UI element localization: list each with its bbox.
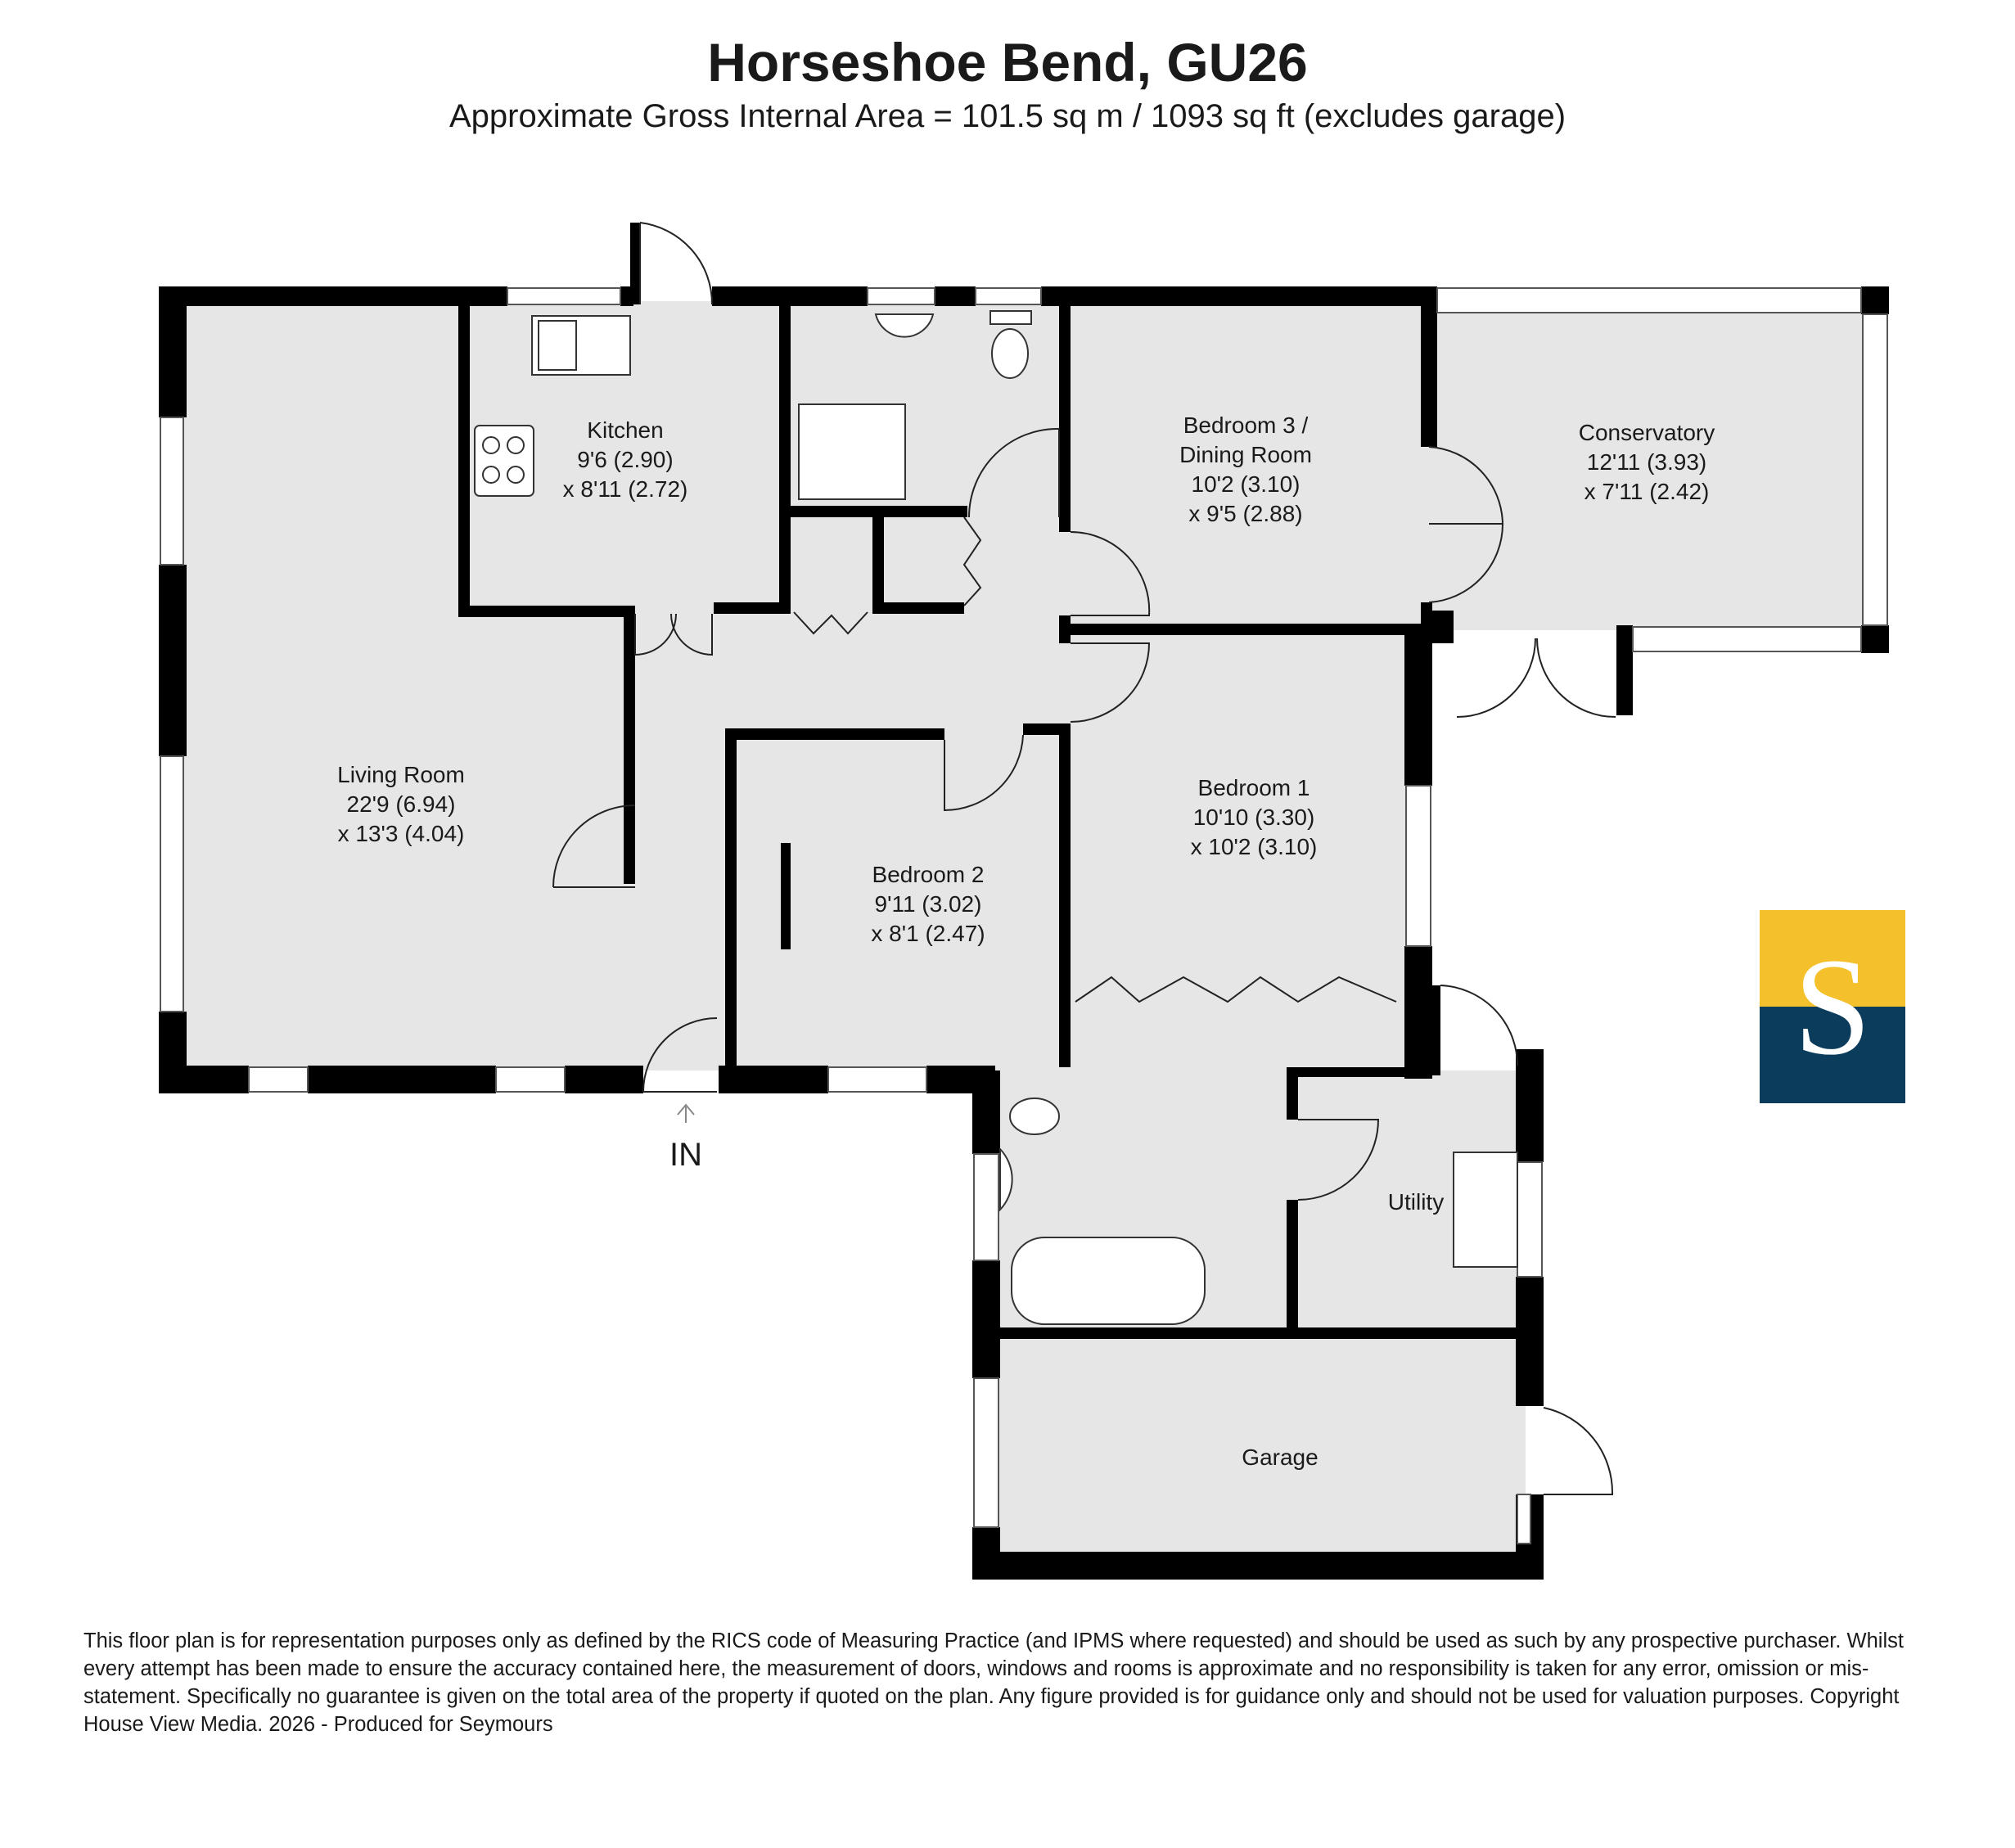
window-bed2 bbox=[828, 1067, 926, 1092]
wall-bed3-door-jamb bbox=[1059, 615, 1071, 643]
bedroom2-label: Bedroom 2 bbox=[872, 862, 985, 887]
wall-left-a bbox=[159, 286, 187, 417]
hob-ring bbox=[507, 437, 524, 453]
conservatory-dim2: x 7'11 (2.42) bbox=[1584, 479, 1710, 504]
hob-ring bbox=[507, 467, 524, 483]
wall-bed1-left bbox=[1059, 723, 1071, 1067]
conservatory-dim1: 12'11 (3.93) bbox=[1586, 449, 1707, 475]
bedroom2-dim2: x 8'1 (2.47) bbox=[871, 921, 985, 946]
wall-entry-top bbox=[630, 223, 640, 304]
bedroom3-dim2: x 9'5 (2.88) bbox=[1188, 501, 1303, 526]
wall-cupboard-bottom bbox=[872, 602, 964, 614]
window-wc-a bbox=[868, 288, 935, 304]
hob-ring bbox=[483, 437, 499, 453]
toilet-bath bbox=[1010, 1098, 1059, 1134]
kitchen-label: Kitchen bbox=[587, 417, 664, 443]
wall-bottom-living-a bbox=[159, 1066, 249, 1093]
living-room-dim2: x 13'3 (4.04) bbox=[337, 821, 465, 846]
kitchen-dim1: 9'6 (2.90) bbox=[577, 447, 674, 472]
wall-left-b bbox=[159, 565, 187, 756]
hob bbox=[475, 426, 534, 496]
wall-wc-right bbox=[1059, 306, 1071, 516]
window-utility bbox=[1517, 1162, 1542, 1277]
shower-tray bbox=[799, 404, 905, 499]
living-room-label: Living Room bbox=[337, 762, 465, 787]
window-garage-left bbox=[974, 1378, 998, 1527]
wall-bed2-left bbox=[725, 728, 737, 1072]
wall-wc-bottom bbox=[791, 506, 967, 517]
wall-utility-right-a bbox=[1516, 1049, 1544, 1162]
wall-bottom-living-b bbox=[308, 1066, 496, 1093]
wall-bottom-living-c bbox=[565, 1066, 643, 1093]
bedroom3-label-1: Bedroom 3 / bbox=[1183, 412, 1309, 438]
wall-bath-div bbox=[1287, 1067, 1298, 1120]
wall-top-bath-c bbox=[1041, 286, 1434, 306]
entrance-label: IN bbox=[669, 1137, 702, 1173]
wall-hall-left bbox=[624, 606, 635, 884]
bedroom1-label: Bedroom 1 bbox=[1197, 775, 1310, 800]
door-back bbox=[640, 223, 712, 304]
area-subtitle: Approximate Gross Internal Area = 101.5 sq m / 1093 sq ft (excludes garage) bbox=[449, 98, 1566, 134]
wall-garage-bottom bbox=[972, 1552, 1544, 1580]
wall-bath-garage bbox=[990, 1327, 1530, 1339]
window-cons-right bbox=[1863, 314, 1887, 625]
wall-bed3-right bbox=[1421, 306, 1432, 447]
wall-utility-right-b bbox=[1516, 1277, 1544, 1406]
hob-ring bbox=[483, 467, 499, 483]
utility-label: Utility bbox=[1387, 1189, 1445, 1215]
door-utility-out bbox=[1440, 985, 1517, 1066]
wall-bed3-bottom bbox=[1066, 624, 1439, 635]
bedroom3-label-2: Dining Room bbox=[1179, 442, 1312, 467]
wall-bed1-right-a bbox=[1404, 624, 1432, 786]
window-cons-top bbox=[1437, 288, 1861, 313]
window-wc-b bbox=[976, 288, 1041, 304]
wall-cons-bottom-right bbox=[1861, 625, 1889, 653]
toilet-cistern-wc bbox=[990, 311, 1031, 324]
bath-tub bbox=[1012, 1237, 1205, 1324]
wall-top-kitchen-a bbox=[458, 286, 507, 306]
utility-sink bbox=[1454, 1152, 1517, 1267]
conservatory-label: Conservatory bbox=[1578, 420, 1715, 445]
wall-top-living bbox=[159, 286, 507, 306]
bedroom2-dim1: 9'11 (3.02) bbox=[874, 891, 982, 917]
wall-bed2-wardrobe bbox=[781, 843, 791, 949]
living-room-dim1: 22'9 (6.94) bbox=[346, 791, 456, 817]
kitchen-sink bbox=[539, 321, 576, 370]
wall-garage-left-a bbox=[972, 1367, 1000, 1378]
kitchen-dim2: x 8'11 (2.72) bbox=[562, 476, 688, 502]
window-kitchen bbox=[507, 288, 620, 304]
logo-letter: S bbox=[1793, 930, 1872, 1084]
wall-bath-left-b bbox=[972, 1260, 1000, 1367]
wall-kitchen-bottom bbox=[458, 606, 633, 617]
window-living-left-b bbox=[160, 756, 183, 1012]
wall-bed1-bottom bbox=[1287, 1067, 1432, 1077]
seymours-logo bbox=[1760, 910, 1905, 1103]
bedroom3-dim1: 10'2 (3.10) bbox=[1191, 471, 1301, 497]
wall-top-bath-b bbox=[935, 286, 976, 306]
wall-bed2-top bbox=[725, 728, 944, 740]
window-living-bottom-a bbox=[249, 1067, 308, 1092]
door-cons-out bbox=[1457, 638, 1616, 717]
wall-top-bath bbox=[712, 286, 868, 306]
window-bed1 bbox=[1406, 786, 1431, 946]
wall-wc-right-b bbox=[1059, 506, 1071, 532]
disclaimer: This floor plan is for representation purposes only as defined by the RICS code of Measuring Practice (and IPMS where requested) and should be used as such by any prospective purchaser. Whilst every attempt has been made to ensure the accuracy contained here, the measurement of doors, windows and rooms is approximate and no responsibility is taken for any error, omission or mis-statement. Specifically no guarantee is given on the total area of the property if quoted on the plan. Any figure provided is for guidance only and should not be used for valuation purposes. Copyright House View Media. 2026 - Produced for Seymours bbox=[83, 1629, 1904, 1737]
window-cons-bottom bbox=[1633, 627, 1861, 651]
bedroom1-dim1: 10'10 (3.30) bbox=[1192, 805, 1315, 830]
wall-utility-top bbox=[1429, 985, 1440, 1075]
wall-bath-div-b bbox=[1287, 1200, 1298, 1336]
bedroom1-dim2: x 10'2 (3.10) bbox=[1190, 834, 1318, 859]
door-garage bbox=[1544, 1408, 1612, 1494]
wall-cons-top-right bbox=[1861, 286, 1889, 314]
window-bath bbox=[974, 1154, 998, 1260]
wall-cons-bottom-left bbox=[1616, 625, 1633, 715]
page-title: Horseshoe Bend, GU26 bbox=[707, 32, 1308, 92]
entrance-arrow-icon bbox=[678, 1105, 694, 1123]
wall-bath-left-a bbox=[972, 1070, 1000, 1154]
wall-cupboard-div bbox=[872, 517, 884, 612]
window-living-left-a bbox=[160, 417, 183, 565]
garage-label: Garage bbox=[1242, 1445, 1319, 1470]
wall-kitchen-bottom-r bbox=[714, 602, 791, 614]
window-garage-right bbox=[1517, 1494, 1530, 1544]
wall-kitchen-right bbox=[779, 306, 791, 611]
wall-bed1-right-b bbox=[1404, 946, 1432, 1079]
wall-living-kitchen bbox=[458, 306, 470, 614]
window-living-bottom-b bbox=[496, 1067, 565, 1092]
toilet-wc bbox=[992, 329, 1028, 378]
